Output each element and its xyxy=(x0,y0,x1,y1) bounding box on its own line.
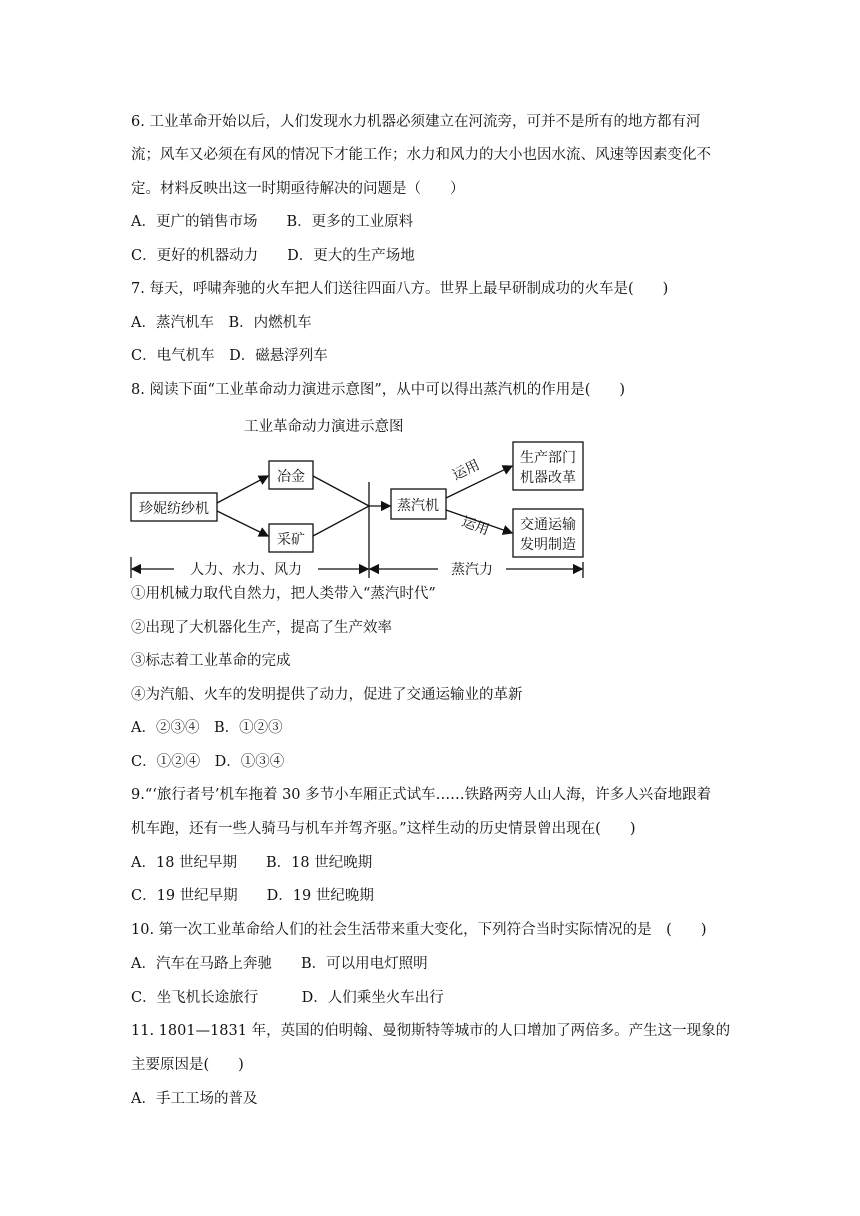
arrow-jenny-mining xyxy=(217,511,268,536)
q9-stem-line-1: 9.“‘旅行者号’机车拖着 30 多节小车厢正式试车……铁路两旁人山人海，许多人兴奋地跟着 xyxy=(131,787,712,803)
q11-option-a: A．手工工场的普及 xyxy=(131,1091,258,1107)
q9-options-cd: C．19 世纪早期 D．19 世纪晚期 xyxy=(131,888,374,904)
q8-statement-2: ②出现了大机器化生产，提高了生产效率 xyxy=(131,620,392,636)
arrow-jenny-metal xyxy=(217,476,268,503)
label-metal: 冶金 xyxy=(277,469,305,485)
q8-statement-4: ④为汽船、火车的发明提供了动力，促进了交通运输业的革新 xyxy=(131,687,523,703)
label-transport-1: 交通运输 xyxy=(520,517,576,533)
q9-options-ab: A．18 世纪早期 B．18 世纪晚期 xyxy=(131,855,373,871)
q8-options-cd: C．①②④ D．①③④ xyxy=(131,754,285,770)
label-production-1: 生产部门 xyxy=(520,450,576,466)
q11-stem-line-2: 主要原因是( ) xyxy=(131,1057,244,1073)
diagram-title: 工业革命动力演进示意图 xyxy=(244,419,404,435)
q6-options-cd: C．更好的机器动力 D．更大的生产场地 xyxy=(131,248,415,264)
q6-stem-line-3: 定。材料反映出这一时期亟待解决的问题是（ ） xyxy=(131,181,465,197)
power-evolution-diagram xyxy=(128,412,588,582)
line-mining-join xyxy=(313,506,369,536)
q10-options-cd: C．坐飞机长途旅行 D．人们乘坐火车出行 xyxy=(131,990,444,1006)
q10-stem: 10. 第一次工业革命给人们的社会生活带来重大变化，下列符合当时实际情况的是 ( ) xyxy=(131,922,707,938)
label-steam: 蒸汽机 xyxy=(397,498,439,514)
q7-stem: 7. 每天，呼啸奔驰的火车把人们送往四面八方。世界上最早研制成功的火车是( ) xyxy=(131,281,669,297)
label-era-manual: 人力、水力、风力 xyxy=(190,562,302,578)
q11-stem-line-1: 11. 1801—1831 年，英国的伯明翰、曼彻斯特等城市的人口增加了两倍多。产生这一现象的 xyxy=(131,1023,731,1039)
line-metal-join xyxy=(313,476,369,506)
q8-options-ab: A．②③④ B．①②③ xyxy=(131,720,283,736)
q8-stem: 8. 阅读下面“工业革命动力演进示意图”，从中可以得出蒸汽机的作用是( ) xyxy=(131,382,626,398)
q6-stem-line-1: 6. 工业革命开始以后，人们发现水力机器必须建立在河流旁，可并不是所有的地方都有河 xyxy=(131,114,701,130)
q8-statement-1: ①用机械力取代自然力，把人类带入“蒸汽时代” xyxy=(131,586,436,602)
q10-options-ab: A．汽车在马路上奔驰 B．可以用电灯照明 xyxy=(131,956,428,972)
q6-options-ab: A．更广的销售市场 B．更多的工业原料 xyxy=(131,214,414,230)
label-production-2: 机器改革 xyxy=(520,470,576,486)
label-jenny: 珍妮纺纱机 xyxy=(139,501,209,517)
label-use-bottom: 运用 xyxy=(459,513,492,539)
q6-stem-line-2: 流；风车又必须在有风的情况下才能工作；水力和风力的大小也因水流、风速等因素变化不 xyxy=(131,147,711,163)
q7-options-cd: C．电气机车 D．磁悬浮列车 xyxy=(131,348,328,364)
q8-statement-3: ③标志着工业革命的完成 xyxy=(131,653,291,669)
label-transport-2: 发明制造 xyxy=(520,537,576,553)
q9-stem-line-2: 机车跑，还有一些人骑马与机车并驾齐驱。”这样生动的历史情景曾出现在( ) xyxy=(131,821,636,837)
q7-options-ab: A．蒸汽机车 B．内燃机车 xyxy=(131,315,312,331)
label-use-top: 运用 xyxy=(450,457,483,484)
label-mining: 采矿 xyxy=(277,532,305,548)
label-era-steam: 蒸汽力 xyxy=(451,562,493,578)
